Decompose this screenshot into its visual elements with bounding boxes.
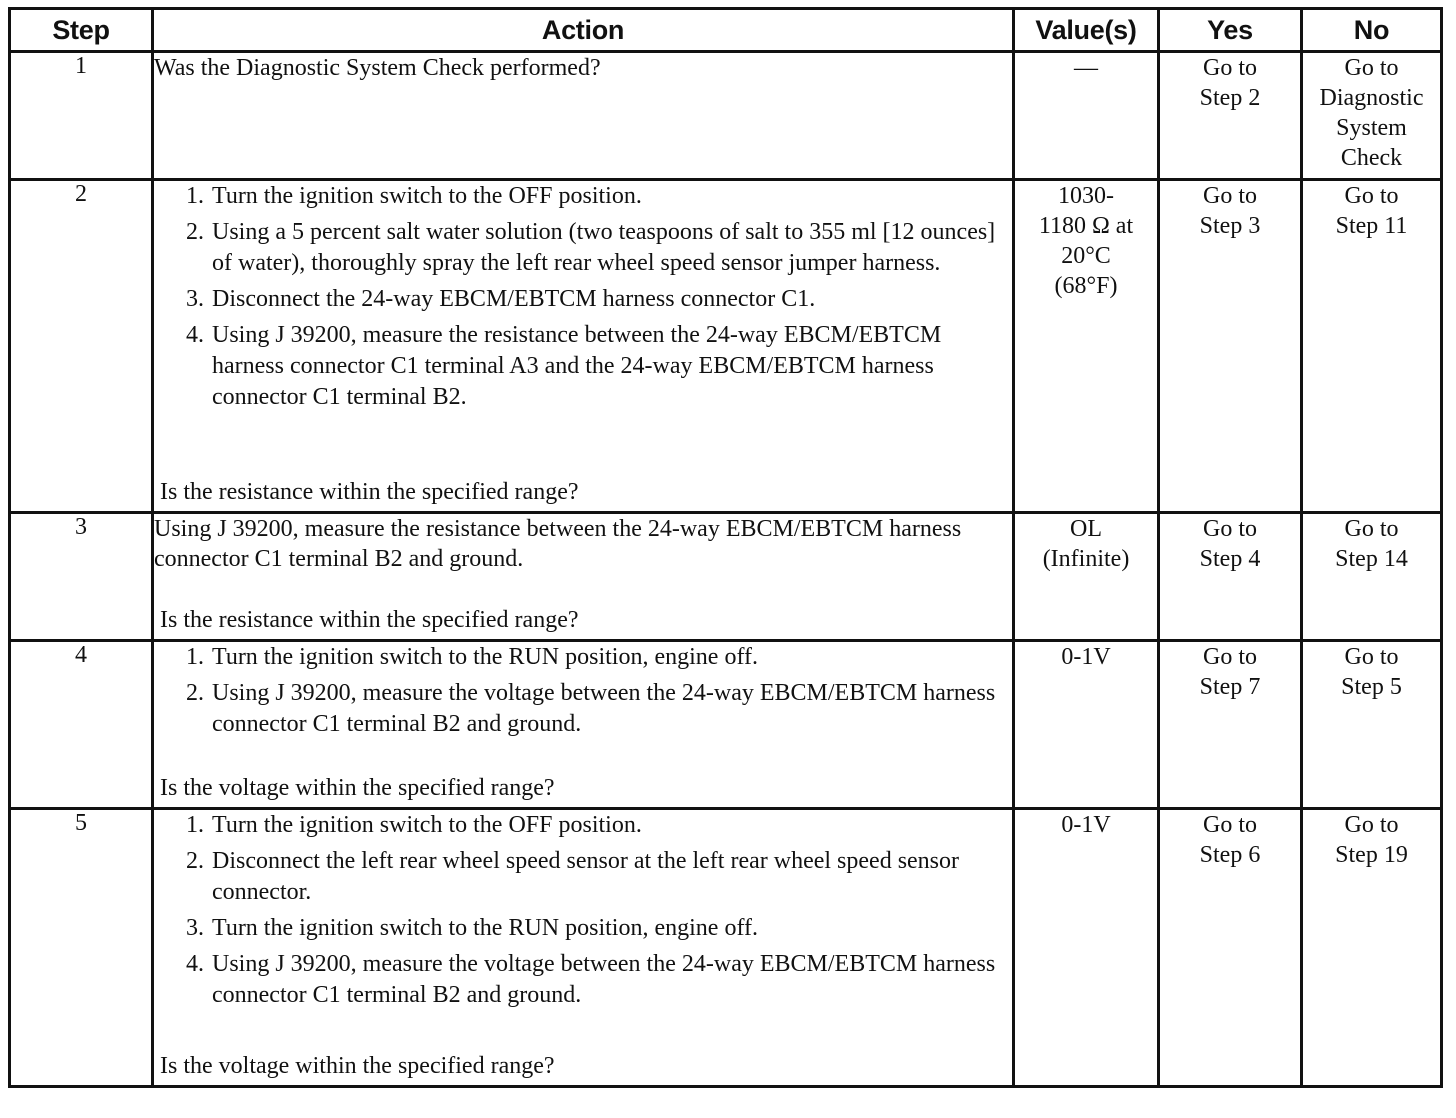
substep-list xyxy=(154,181,1012,413)
no-line: Go to xyxy=(1344,644,1399,670)
step-number: 3 xyxy=(10,513,153,641)
yes-line: Step 2 xyxy=(1199,85,1261,111)
action-text: Was the Diagnostic System Check performed? xyxy=(154,55,601,81)
no-line: Step 5 xyxy=(1341,674,1402,700)
value-line: 1030- xyxy=(1058,183,1114,209)
header-action: Action xyxy=(153,9,1014,52)
substep-item: 2. Using J 39200, measure the voltage between the 24-way EBCM/EBTCM harness connector C1 terminal B2 and ground. xyxy=(210,678,1012,740)
yes-cell xyxy=(1159,52,1302,180)
yes-line: Step 3 xyxy=(1199,213,1261,239)
substep-item: 2. Disconnect the left rear wheel speed sensor at the left rear wheel speed sensor connector. xyxy=(210,846,1012,908)
value-line: (68°F) xyxy=(1054,273,1118,299)
substep-item: 1. Turn the ignition switch to the OFF position. xyxy=(210,810,1012,841)
no-line: Go to xyxy=(1344,812,1399,838)
table-row xyxy=(10,180,1442,513)
action-question: Is the voltage within the specified range? xyxy=(160,775,555,801)
action-question: Is the voltage within the specified range? xyxy=(160,1053,555,1079)
yes-line: Step 4 xyxy=(1199,546,1261,572)
value-line: 0-1V xyxy=(1061,812,1111,838)
yes-line: Go to xyxy=(1203,183,1257,209)
action-question: Is the resistance within the specified range? xyxy=(160,607,579,633)
no-cell xyxy=(1302,809,1442,1087)
step-number: 5 xyxy=(10,809,153,1087)
yes-cell xyxy=(1159,809,1302,1087)
header-no: No xyxy=(1302,9,1442,52)
action-question: Is the resistance within the specified range? xyxy=(160,479,579,505)
substep-item: 4. Using J 39200, measure the resistance between the 24-way EBCM/EBTCM harness connector C1 terminal A3 and the 24-way EBCM/EBTCM harness connector C1 terminal B2. xyxy=(210,320,1012,413)
no-line: System xyxy=(1336,115,1407,141)
table-row xyxy=(10,52,1442,180)
value-line: (Infinite) xyxy=(1042,546,1130,572)
no-cell xyxy=(1302,52,1442,180)
yes-line: Step 6 xyxy=(1199,842,1261,868)
no-cell xyxy=(1302,641,1442,809)
no-line: Go to xyxy=(1344,183,1399,209)
yes-cell xyxy=(1159,641,1302,809)
value-cell xyxy=(1014,641,1159,809)
yes-line: Go to xyxy=(1203,516,1257,542)
substep-item: 2. Using a 5 percent salt water solution (two teaspoons of salt to 355 ml [12 ounces] of water), thoroughly spray the left rear wheel speed sensor jumper harness. xyxy=(210,217,1012,279)
no-line: Step 11 xyxy=(1335,213,1408,239)
substep-item: 3. Turn the ignition switch to the RUN position, engine off. xyxy=(210,913,1012,944)
no-cell xyxy=(1302,513,1442,641)
value-line: 1180 Ω at xyxy=(1038,213,1134,239)
value-line: 20°C xyxy=(1061,243,1111,269)
no-cell xyxy=(1302,180,1442,513)
header-values: Value(s) xyxy=(1014,9,1159,52)
no-line: Step 19 xyxy=(1335,842,1408,868)
substep-item: 1. Turn the ignition switch to the RUN position, engine off. xyxy=(210,642,1012,673)
no-line: Diagnostic xyxy=(1319,85,1424,111)
yes-cell xyxy=(1159,513,1302,641)
value-cell xyxy=(1014,809,1159,1087)
value-cell xyxy=(1014,513,1159,641)
substep-item: 1. Turn the ignition switch to the OFF position. xyxy=(210,181,1012,212)
no-line: Check xyxy=(1340,145,1403,171)
header-yes: Yes xyxy=(1159,9,1302,52)
value-cell xyxy=(1014,52,1159,180)
action-cell xyxy=(153,809,1014,1087)
yes-line: Go to xyxy=(1203,812,1257,838)
yes-line: Go to xyxy=(1203,55,1257,81)
action-cell xyxy=(153,513,1014,641)
value-line: OL xyxy=(1070,516,1102,542)
substep-item: 3. Disconnect the 24-way EBCM/EBTCM harness connector C1. xyxy=(210,284,1012,315)
table-row xyxy=(10,641,1442,809)
no-line: Go to xyxy=(1344,55,1399,81)
action-cell xyxy=(153,641,1014,809)
no-line: Go to xyxy=(1344,516,1399,542)
action-cell xyxy=(153,180,1014,513)
header-row xyxy=(10,9,1442,52)
diagnostic-table xyxy=(8,7,1443,1088)
yes-cell xyxy=(1159,180,1302,513)
substep-item: 4. Using J 39200, measure the voltage between the 24-way EBCM/EBTCM harness connector C1 terminal B2 and ground. xyxy=(210,949,1012,1011)
action-text: Using J 39200, measure the resistance between the 24-way EBCM/EBTCM harness connector C1 terminal B2 and ground. xyxy=(154,516,962,572)
table-row xyxy=(10,809,1442,1087)
substep-list xyxy=(154,810,1012,1011)
value-line: — xyxy=(1074,55,1098,81)
no-line: Step 14 xyxy=(1335,546,1408,572)
value-cell xyxy=(1014,180,1159,513)
header-step: Step xyxy=(10,9,153,52)
yes-line: Step 7 xyxy=(1199,674,1261,700)
yes-line: Go to xyxy=(1203,644,1257,670)
step-number: 4 xyxy=(10,641,153,809)
table-row xyxy=(10,513,1442,641)
step-number: 2 xyxy=(10,180,153,513)
step-number: 1 xyxy=(10,52,153,180)
value-line: 0-1V xyxy=(1061,644,1111,670)
diagnostic-table-sheet xyxy=(8,7,1440,1088)
action-cell xyxy=(153,52,1014,180)
substep-list xyxy=(154,642,1012,740)
